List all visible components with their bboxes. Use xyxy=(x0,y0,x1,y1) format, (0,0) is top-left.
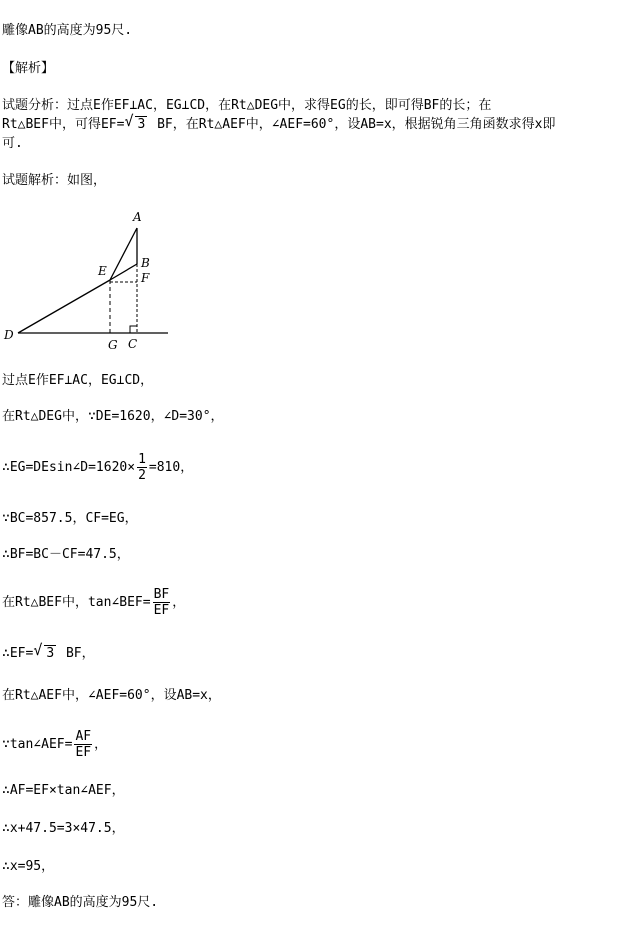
step-10: ∴AF=EF×tan∠AEF， xyxy=(2,783,125,798)
label-g: G xyxy=(108,338,118,352)
geometry-figure xyxy=(0,205,180,355)
step-7-text-b: BF， xyxy=(58,646,95,661)
step-8: 在Rt△AEF中，∠AEF=60°，设AB=x， xyxy=(2,688,221,703)
sqrt-value: 3 xyxy=(137,117,146,132)
fraction-denominator: EF xyxy=(75,745,92,760)
step-7 xyxy=(2,641,95,663)
analysis-text-b: BF，在Rt△AEF中，∠AEF=60°，设AB=x，根据锐角三角函数求得x即 xyxy=(149,117,556,132)
step-9 xyxy=(2,729,107,760)
step-7-text-a: ∴EF= xyxy=(2,646,34,661)
fraction-denominator: EF xyxy=(153,603,170,618)
fraction-one-half xyxy=(137,452,147,483)
right-angle-mark-c xyxy=(130,326,137,333)
line-de xyxy=(18,280,110,333)
label-d: D xyxy=(4,328,14,342)
fraction-numerator: 1 xyxy=(138,452,146,467)
sqrt-expression: √ 3 xyxy=(124,112,146,132)
step-3-text-a: ∴EG=DEsin∠D=1620× xyxy=(2,460,136,475)
fraction-numerator: BF xyxy=(153,587,170,602)
solution-title: 试题解析：如图， xyxy=(2,173,107,188)
step-9-text-b: ， xyxy=(94,737,108,752)
step-6 xyxy=(2,587,185,618)
fraction-af-ef xyxy=(74,729,92,760)
fraction-numerator: AF xyxy=(75,729,92,744)
analysis-line-2 xyxy=(2,112,556,134)
step-3 xyxy=(2,452,193,483)
label-a: A xyxy=(133,210,142,224)
step-5: ∴BF=BC－CF=47.5， xyxy=(2,547,130,562)
step-12: ∴x=95， xyxy=(2,859,55,874)
analysis-line-1: 试题分析：过点E作EF⊥AC，EG⊥CD，在Rt△DEG中，求得EG的长，即可得BF的长；在 xyxy=(2,98,492,113)
step-11: ∴x+47.5=3×47.5， xyxy=(2,821,125,836)
label-b: B xyxy=(141,256,150,270)
sqrt-expression: √ 3 xyxy=(33,641,55,661)
analysis-line-3: 可. xyxy=(2,136,23,151)
final-answer: 答：雕像AB的高度为95尺. xyxy=(2,895,159,910)
step-4: ∵BC=857.5，CF=EG， xyxy=(2,511,138,526)
step-6-text-b: ， xyxy=(172,595,186,610)
step-3-text-b: =810， xyxy=(148,460,194,475)
label-e: E xyxy=(98,264,107,278)
sqrt-value: 3 xyxy=(46,646,55,661)
fraction-denominator: 2 xyxy=(138,468,146,483)
label-c: C xyxy=(128,337,138,351)
label-f: F xyxy=(141,271,150,285)
analysis-text-a: Rt△BEF中，可得EF= xyxy=(2,117,125,132)
step-2: 在Rt△DEG中，∵DE=1620，∠D=30°， xyxy=(2,409,224,424)
step-6-text-a: 在Rt△BEF中，tan∠BEF= xyxy=(2,595,151,610)
section-heading-jiexi: 【解析】 xyxy=(2,61,55,76)
step-9-text-a: ∵tan∠AEF= xyxy=(2,737,73,752)
answer-summary: 雕像AB的高度为95尺. xyxy=(2,23,133,38)
step-1: 过点E作EF⊥AC，EG⊥CD， xyxy=(2,373,154,388)
fraction-bf-ef xyxy=(153,587,171,618)
